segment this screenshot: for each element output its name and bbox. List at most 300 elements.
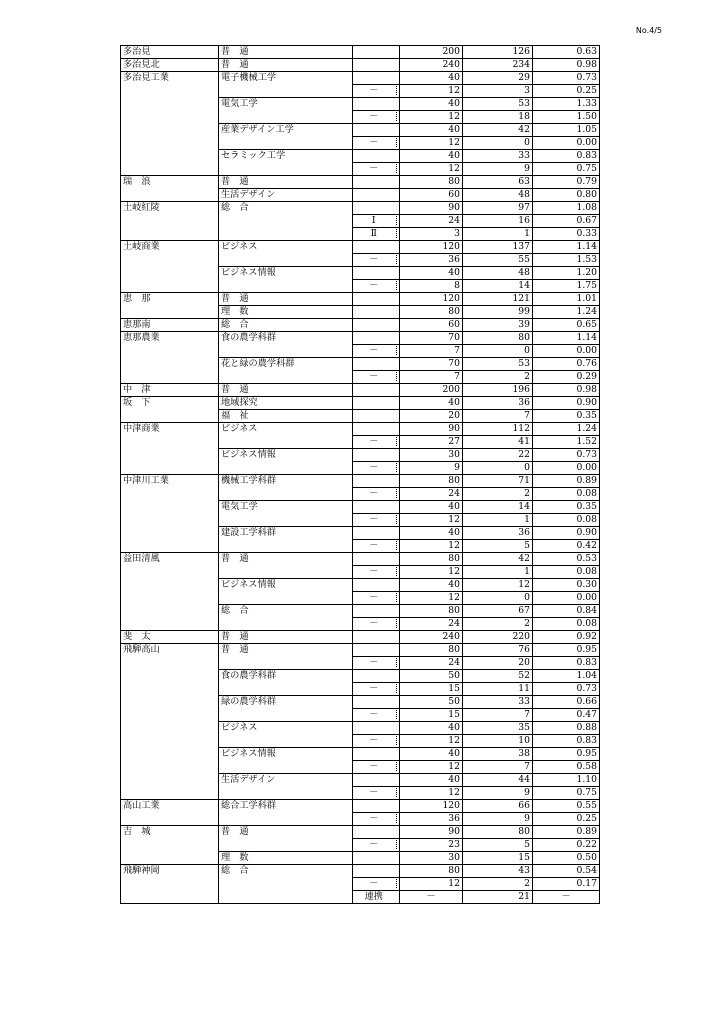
- table-row: [121, 384, 600, 397]
- category-cell: [353, 865, 395, 878]
- ratio-cell: 0.08: [533, 566, 600, 579]
- department-cell: ビジネス情報: [219, 267, 353, 280]
- ratio-cell: 0.88: [533, 722, 600, 735]
- capacity-cell: 50: [400, 696, 463, 709]
- department-cell: [219, 254, 353, 267]
- applicants-cell: 9: [463, 163, 533, 176]
- capacity-cell: 240: [400, 59, 463, 72]
- school-name-cell: [121, 618, 219, 631]
- capacity-cell: 60: [400, 189, 463, 202]
- table-row: [121, 657, 600, 670]
- dotted-divider: [396, 489, 397, 498]
- table-row: [121, 514, 600, 527]
- department-cell: 食の農学科群: [219, 332, 353, 345]
- applicants-cell: 21: [463, 891, 533, 904]
- applicants-cell: 7: [463, 761, 533, 774]
- category-cell: [353, 527, 395, 540]
- school-name-cell: [121, 98, 219, 111]
- school-name-cell: 中 津: [121, 384, 219, 397]
- category-cell: [353, 98, 395, 111]
- dotted-divider: [396, 437, 397, 446]
- applicants-cell: 14: [463, 280, 533, 293]
- table-row: [121, 98, 600, 111]
- school-name-cell: 飛騨神岡: [121, 865, 219, 878]
- applicants-cell: 234: [463, 59, 533, 72]
- department-cell: [219, 878, 353, 891]
- dotted-divider: [396, 463, 397, 472]
- applicants-cell: 220: [463, 631, 533, 644]
- dotted-divider: [396, 710, 397, 719]
- capacity-cell: 80: [400, 605, 463, 618]
- table-row: [121, 839, 600, 852]
- school-name-cell: [121, 540, 219, 553]
- applicants-cell: 1: [463, 228, 533, 241]
- category-cell: [353, 748, 395, 761]
- ratio-cell: 0.35: [533, 410, 600, 423]
- table-row: [121, 774, 600, 787]
- category-cell: [353, 46, 395, 59]
- school-name-cell: [121, 410, 219, 423]
- school-name-cell: 斐 太: [121, 631, 219, 644]
- capacity-cell: 80: [400, 553, 463, 566]
- applicants-cell: 121: [463, 293, 533, 306]
- applicants-cell: 15: [463, 852, 533, 865]
- category-cell: －: [353, 787, 395, 800]
- dotted-divider: [396, 736, 397, 745]
- school-name-cell: [121, 774, 219, 787]
- capacity-cell: 80: [400, 865, 463, 878]
- department-cell: [219, 709, 353, 722]
- category-cell: －: [353, 280, 395, 293]
- department-cell: [219, 592, 353, 605]
- category-cell: －: [353, 878, 395, 891]
- ratio-cell: 1.08: [533, 202, 600, 215]
- department-cell: [219, 111, 353, 124]
- department-cell: 総 合: [219, 865, 353, 878]
- department-cell: 総 合: [219, 202, 353, 215]
- table-row: [121, 293, 600, 306]
- category-cell: [353, 189, 395, 202]
- capacity-cell: 36: [400, 813, 463, 826]
- table-row: [121, 345, 600, 358]
- ratio-cell: 0.29: [533, 371, 600, 384]
- applicants-cell: 2: [463, 878, 533, 891]
- applicants-cell: 9: [463, 787, 533, 800]
- applicants-cell: 0: [463, 345, 533, 358]
- capacity-cell: 50: [400, 670, 463, 683]
- ratio-cell: 0.84: [533, 605, 600, 618]
- department-cell: ビジネス: [219, 722, 353, 735]
- ratio-cell: 0.75: [533, 163, 600, 176]
- category-cell: －: [353, 137, 395, 150]
- category-cell: －: [353, 371, 395, 384]
- school-name-cell: [121, 150, 219, 163]
- category-cell: [353, 332, 395, 345]
- department-cell: [219, 813, 353, 826]
- category-cell: [353, 774, 395, 787]
- applicants-cell: 7: [463, 410, 533, 423]
- school-name-cell: [121, 228, 219, 241]
- department-cell: 理 数: [219, 852, 353, 865]
- ratio-cell: 0.73: [533, 72, 600, 85]
- applicants-cell: 48: [463, 267, 533, 280]
- category-cell: [353, 319, 395, 332]
- ratio-cell: 0.50: [533, 852, 600, 865]
- table-row: [121, 696, 600, 709]
- category-cell: [353, 202, 395, 215]
- applicants-cell: 39: [463, 319, 533, 332]
- category-cell: －: [353, 657, 395, 670]
- dotted-divider: [396, 372, 397, 381]
- school-name-cell: 中津川工業: [121, 475, 219, 488]
- school-name-cell: 高山工業: [121, 800, 219, 813]
- dotted-divider: [396, 229, 397, 238]
- applicants-cell: 22: [463, 449, 533, 462]
- category-cell: [353, 267, 395, 280]
- department-cell: [219, 280, 353, 293]
- school-name-cell: 坂 下: [121, 397, 219, 410]
- capacity-cell: 40: [400, 774, 463, 787]
- capacity-cell: 7: [400, 345, 463, 358]
- category-cell: [353, 176, 395, 189]
- ratio-cell: 0.22: [533, 839, 600, 852]
- capacity-cell: 40: [400, 501, 463, 514]
- school-name-cell: [121, 839, 219, 852]
- table-row: [121, 670, 600, 683]
- category-cell: －: [353, 462, 395, 475]
- department-cell: 普 通: [219, 644, 353, 657]
- department-cell: 電子機械工学: [219, 72, 353, 85]
- capacity-cell: 24: [400, 215, 463, 228]
- school-name-cell: [121, 605, 219, 618]
- department-cell: [219, 137, 353, 150]
- department-cell: ビジネス情報: [219, 748, 353, 761]
- applicants-cell: 43: [463, 865, 533, 878]
- department-cell: [219, 657, 353, 670]
- ratio-cell: 0.00: [533, 345, 600, 358]
- table-row: [121, 683, 600, 696]
- category-cell: [353, 397, 395, 410]
- applicants-cell: 112: [463, 423, 533, 436]
- capacity-cell: 12: [400, 111, 463, 124]
- table-row: [121, 644, 600, 657]
- department-cell: [219, 228, 353, 241]
- ratio-cell: 1.75: [533, 280, 600, 293]
- department-cell: [219, 462, 353, 475]
- category-cell: －: [353, 813, 395, 826]
- dotted-divider: [396, 255, 397, 264]
- department-cell: ビジネス情報: [219, 579, 353, 592]
- table-row: [121, 878, 600, 891]
- department-cell: [219, 787, 353, 800]
- department-cell: ビジネス: [219, 423, 353, 436]
- dotted-divider: [396, 684, 397, 693]
- school-name-cell: [121, 748, 219, 761]
- table-row: [121, 241, 600, 254]
- school-name-cell: 飛騨高山: [121, 644, 219, 657]
- table-row: [121, 371, 600, 384]
- department-cell: [219, 761, 353, 774]
- capacity-cell: 90: [400, 826, 463, 839]
- capacity-cell: 12: [400, 540, 463, 553]
- school-name-cell: [121, 579, 219, 592]
- applicants-cell: 10: [463, 735, 533, 748]
- table-row: [121, 189, 600, 202]
- ratio-cell: 0.17: [533, 878, 600, 891]
- capacity-cell: 20: [400, 410, 463, 423]
- applicants-cell: 97: [463, 202, 533, 215]
- ratio-cell: 0.65: [533, 319, 600, 332]
- table-row: [121, 475, 600, 488]
- ratio-cell: 0.53: [533, 553, 600, 566]
- ratio-cell: 0.80: [533, 189, 600, 202]
- table-row: [121, 85, 600, 98]
- applicants-cell: 44: [463, 774, 533, 787]
- ratio-cell: 1.50: [533, 111, 600, 124]
- table-row: [121, 631, 600, 644]
- applicants-cell: 0: [463, 462, 533, 475]
- dotted-divider: [396, 814, 397, 823]
- applicants-cell: 76: [463, 644, 533, 657]
- applicants-cell: 18: [463, 111, 533, 124]
- applicants-cell: 99: [463, 306, 533, 319]
- ratio-cell: 0.83: [533, 657, 600, 670]
- capacity-cell: 12: [400, 787, 463, 800]
- ratio-cell: 0.25: [533, 85, 600, 98]
- school-name-cell: 恵那南: [121, 319, 219, 332]
- department-cell: [219, 683, 353, 696]
- school-name-cell: [121, 306, 219, 319]
- admission-ratio-table: [120, 45, 600, 904]
- school-name-cell: [121, 735, 219, 748]
- school-name-cell: [121, 280, 219, 293]
- ratio-cell: 0.83: [533, 735, 600, 748]
- table-row: [121, 462, 600, 475]
- department-cell: 地域探究: [219, 397, 353, 410]
- applicants-cell: 55: [463, 254, 533, 267]
- department-cell: 建設工学科群: [219, 527, 353, 540]
- ratio-cell: 0.73: [533, 683, 600, 696]
- table-row: [121, 501, 600, 514]
- school-name-cell: 多治見工業: [121, 72, 219, 85]
- department-cell: セラミック工学: [219, 150, 353, 163]
- ratio-cell: 0.95: [533, 644, 600, 657]
- department-cell: [219, 735, 353, 748]
- applicants-cell: 42: [463, 553, 533, 566]
- category-cell: －: [353, 345, 395, 358]
- ratio-cell: 0.90: [533, 527, 600, 540]
- table-row: [121, 202, 600, 215]
- applicants-cell: 63: [463, 176, 533, 189]
- applicants-cell: 36: [463, 397, 533, 410]
- table-row: [121, 72, 600, 85]
- category-cell: [353, 410, 395, 423]
- school-name-cell: 土岐商業: [121, 241, 219, 254]
- applicants-cell: 14: [463, 501, 533, 514]
- table-row: [121, 605, 600, 618]
- capacity-cell: 200: [400, 46, 463, 59]
- capacity-cell: 27: [400, 436, 463, 449]
- category-cell: －: [353, 618, 395, 631]
- department-cell: 総合工学科群: [219, 800, 353, 813]
- capacity-cell: 80: [400, 306, 463, 319]
- capacity-cell: 7: [400, 371, 463, 384]
- dotted-divider: [396, 762, 397, 771]
- table-row: [121, 59, 600, 72]
- department-cell: [219, 514, 353, 527]
- school-name-cell: 瑞 浪: [121, 176, 219, 189]
- capacity-cell: 12: [400, 566, 463, 579]
- applicants-cell: 2: [463, 618, 533, 631]
- department-cell: 花と緑の農学科群: [219, 358, 353, 371]
- ratio-cell: 1.01: [533, 293, 600, 306]
- department-cell: [219, 618, 353, 631]
- dotted-divider: [396, 515, 397, 524]
- ratio-cell: 0.58: [533, 761, 600, 774]
- capacity-cell: 23: [400, 839, 463, 852]
- ratio-cell: 0.00: [533, 592, 600, 605]
- table-row: [121, 137, 600, 150]
- category-cell: [353, 449, 395, 462]
- table-row: [121, 722, 600, 735]
- category-cell: [353, 800, 395, 813]
- ratio-cell: 1.52: [533, 436, 600, 449]
- category-cell: [353, 241, 395, 254]
- department-cell: 電気工学: [219, 98, 353, 111]
- applicants-cell: 67: [463, 605, 533, 618]
- capacity-cell: 36: [400, 254, 463, 267]
- school-name-cell: [121, 657, 219, 670]
- table-row: [121, 488, 600, 501]
- capacity-cell: 12: [400, 163, 463, 176]
- ratio-cell: 0.54: [533, 865, 600, 878]
- category-cell: －: [353, 163, 395, 176]
- applicants-cell: 38: [463, 748, 533, 761]
- capacity-cell: 40: [400, 72, 463, 85]
- applicants-cell: 0: [463, 137, 533, 150]
- school-name-cell: [121, 501, 219, 514]
- category-cell: －: [353, 735, 395, 748]
- department-cell: [219, 345, 353, 358]
- applicants-cell: 53: [463, 98, 533, 111]
- school-name-cell: [121, 254, 219, 267]
- ratio-cell: 1.14: [533, 332, 600, 345]
- department-cell: [219, 540, 353, 553]
- category-cell: －: [353, 683, 395, 696]
- ratio-cell: 1.20: [533, 267, 600, 280]
- category-cell: [353, 384, 395, 397]
- capacity-cell: 12: [400, 592, 463, 605]
- table-row: [121, 267, 600, 280]
- applicants-cell: 7: [463, 709, 533, 722]
- dotted-divider: [396, 86, 397, 95]
- school-name-cell: [121, 709, 219, 722]
- table-row: [121, 527, 600, 540]
- dotted-divider: [396, 541, 397, 550]
- capacity-cell: 12: [400, 761, 463, 774]
- ratio-cell: 1.10: [533, 774, 600, 787]
- table-row: [121, 228, 600, 241]
- department-cell: [219, 436, 353, 449]
- table-row: [121, 397, 600, 410]
- dotted-divider: [396, 138, 397, 147]
- capacity-cell: 80: [400, 176, 463, 189]
- category-cell: [353, 501, 395, 514]
- department-cell: ビジネス情報: [219, 449, 353, 462]
- school-name-cell: [121, 891, 219, 904]
- dotted-divider: [396, 281, 397, 290]
- ratio-cell: 1.05: [533, 124, 600, 137]
- school-name-cell: [121, 761, 219, 774]
- capacity-cell: －: [400, 891, 463, 904]
- ratio-cell: 0.79: [533, 176, 600, 189]
- applicants-cell: 29: [463, 72, 533, 85]
- applicants-cell: 137: [463, 241, 533, 254]
- dotted-divider: [396, 619, 397, 628]
- category-cell: [353, 696, 395, 709]
- applicants-cell: 12: [463, 579, 533, 592]
- table-row: [121, 358, 600, 371]
- department-cell: [219, 891, 353, 904]
- dotted-divider: [396, 164, 397, 173]
- capacity-cell: 40: [400, 98, 463, 111]
- school-name-cell: [121, 813, 219, 826]
- table-row: [121, 800, 600, 813]
- school-name-cell: [121, 189, 219, 202]
- capacity-cell: 40: [400, 722, 463, 735]
- table-row: [121, 46, 600, 59]
- table-row: [121, 761, 600, 774]
- school-name-cell: [121, 267, 219, 280]
- dotted-divider: [396, 346, 397, 355]
- department-cell: ビジネス: [219, 241, 353, 254]
- school-name-cell: 多治見: [121, 46, 219, 59]
- ratio-cell: 0.75: [533, 787, 600, 800]
- applicants-cell: 3: [463, 85, 533, 98]
- ratio-cell: 1.24: [533, 306, 600, 319]
- school-name-cell: [121, 787, 219, 800]
- ratio-cell: 0.92: [533, 631, 600, 644]
- ratio-cell: 0.42: [533, 540, 600, 553]
- capacity-cell: 24: [400, 657, 463, 670]
- ratio-cell: 0.00: [533, 137, 600, 150]
- school-name-cell: 多治見北: [121, 59, 219, 72]
- ratio-cell: 0.67: [533, 215, 600, 228]
- school-name-cell: [121, 345, 219, 358]
- applicants-cell: 36: [463, 527, 533, 540]
- capacity-cell: 40: [400, 397, 463, 410]
- ratio-cell: 0.63: [533, 46, 600, 59]
- ratio-cell: 0.95: [533, 748, 600, 761]
- table-row: [121, 553, 600, 566]
- school-name-cell: [121, 527, 219, 540]
- ratio-cell: 0.08: [533, 514, 600, 527]
- table-row: [121, 592, 600, 605]
- ratio-cell: 0.47: [533, 709, 600, 722]
- table-row: [121, 748, 600, 761]
- applicants-cell: 42: [463, 124, 533, 137]
- category-cell: －: [353, 436, 395, 449]
- ratio-cell: －: [533, 891, 600, 904]
- category-cell: [353, 59, 395, 72]
- school-name-cell: [121, 215, 219, 228]
- category-cell: [353, 644, 395, 657]
- capacity-cell: 90: [400, 423, 463, 436]
- ratio-cell: 0.00: [533, 462, 600, 475]
- ratio-cell: 0.08: [533, 488, 600, 501]
- applicants-cell: 1: [463, 566, 533, 579]
- applicants-cell: 9: [463, 813, 533, 826]
